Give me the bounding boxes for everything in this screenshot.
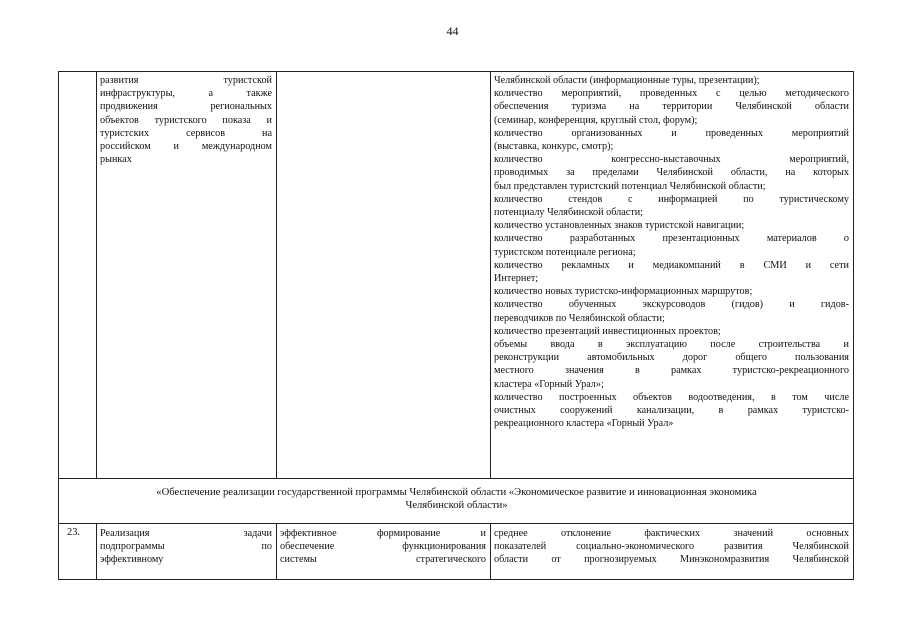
row-23-indicator-line: среднее отклонение фактических значений основных	[494, 528, 849, 539]
row-23-goal-line: эффективное формирование и	[280, 528, 486, 539]
indicator-line: количество разработанных презентационных материалов о	[494, 233, 849, 245]
indicator-line: туристском потенциале региона;	[494, 246, 636, 258]
row-top-task-cell	[100, 74, 272, 166]
indicator-line: реконструкции автомобильных дорог общего пользования	[494, 352, 849, 364]
section-banner-line-2: Челябинской области»	[405, 500, 508, 512]
indicator-line: Интернет;	[494, 273, 539, 285]
indicator-line: местного значения в рамках туристско-рекреационного	[494, 365, 849, 377]
indicator-line: переводчиков по Челябинской области;	[494, 312, 665, 324]
indicator-line: обеспечения туризма на территории Челябинской области	[494, 101, 849, 113]
col-divider-1	[96, 71, 97, 478]
row-top-task-line: туристских сервисов на	[100, 127, 272, 139]
indicator-line: очистных сооружений канализации, в рамках туристско-	[494, 405, 849, 417]
row-separator-2	[58, 523, 854, 524]
indicator-line: количество новых туристско-информационных маршрутов;	[494, 286, 753, 298]
indicator-line: количество стендов с информацией по туристическому	[494, 193, 849, 205]
section-banner	[60, 486, 853, 513]
page-number: 44	[446, 24, 459, 38]
row-23-indicators-cell	[494, 527, 849, 567]
indicator-line: количество мероприятий, проведенных с целью методического	[494, 88, 849, 100]
indicator-line: количество организованных и проведенных мероприятий	[494, 127, 849, 139]
row-23-indicator-line: показателей социально-экономического развития Челябинской	[494, 541, 849, 553]
indicator-line: количество конгрессно-выставочных мероприятий,	[494, 154, 849, 166]
col-divider-3	[490, 71, 491, 478]
row-23-goal-line: обеспечение функционирования	[280, 541, 486, 553]
row-23-goal-line: системы стратегического	[280, 554, 486, 566]
table-left-border	[58, 71, 59, 580]
row-top-task-line: рынках	[100, 154, 132, 166]
indicator-line: количество презентаций инвестиционных проектов;	[494, 325, 721, 337]
row-23-task-line: Реализация задачи	[100, 528, 272, 539]
indicator-line: был представлен туристский потенциал Челябинской области;	[494, 180, 766, 192]
table-bottom-border	[58, 579, 854, 580]
indicator-line: объемы ввода в эксплуатацию после строительства и	[494, 339, 849, 351]
col-divider-3b	[490, 523, 491, 580]
row-top-task-line: российском и международном	[100, 141, 272, 153]
indicator-line: (семинар, конференция, круглый стол, форум);	[494, 114, 698, 126]
indicator-line: (выставка, конкурс, смотр);	[494, 141, 614, 153]
col-divider-2	[276, 71, 277, 478]
indicator-line: Челябинской области (информационные туры, презентации);	[494, 75, 760, 86]
row-top-task-line: инфраструктуры, а также	[100, 88, 272, 100]
indicator-line: потенциалу Челябинской области;	[494, 207, 644, 219]
row-top-task-line: продвижения региональных	[100, 101, 272, 113]
indicator-line: количество рекламных и медиакомпаний в СМИ и сети	[494, 259, 849, 271]
row-separator-1	[58, 478, 854, 479]
row-top-task-line: объектов туристского показа и	[100, 114, 272, 126]
indicator-line: количество обученных экскурсоводов (гидов) и гидов-	[494, 299, 849, 311]
indicator-line: рекреационного кластера «Горный Урал»	[494, 418, 674, 430]
row-23-task-line: эффективному	[100, 554, 164, 566]
indicator-line: кластера «Горный Урал»;	[494, 378, 604, 390]
col-divider-2b	[276, 523, 277, 580]
table-top-border	[58, 71, 854, 72]
row-top-task-line: развития туристской	[100, 75, 272, 86]
section-banner-line-1: «Обеспечение реализации государственной программы Челябинской области «Экономическое развитие и инновационная экономика	[156, 487, 757, 498]
row-top-indicators-cell	[494, 74, 849, 430]
row-23-goal-cell	[280, 527, 486, 567]
row-23-task-cell	[100, 527, 272, 567]
indicator-line: количество установленных знаков туристской навигации;	[494, 220, 745, 232]
col-divider-1b	[96, 523, 97, 580]
indicator-line: проводимых за пределами Челябинской области, на которых	[494, 167, 849, 179]
row-number: 23.	[67, 527, 80, 538]
table-right-border	[853, 71, 854, 580]
indicator-line: количество построенных объектов водоотведения, в том числе	[494, 391, 849, 403]
row-23-task-line: подпрограммы по	[100, 541, 272, 553]
row-23-indicator-line: области от прогнозируемых Минэкономразвития Челябинской	[494, 554, 849, 566]
